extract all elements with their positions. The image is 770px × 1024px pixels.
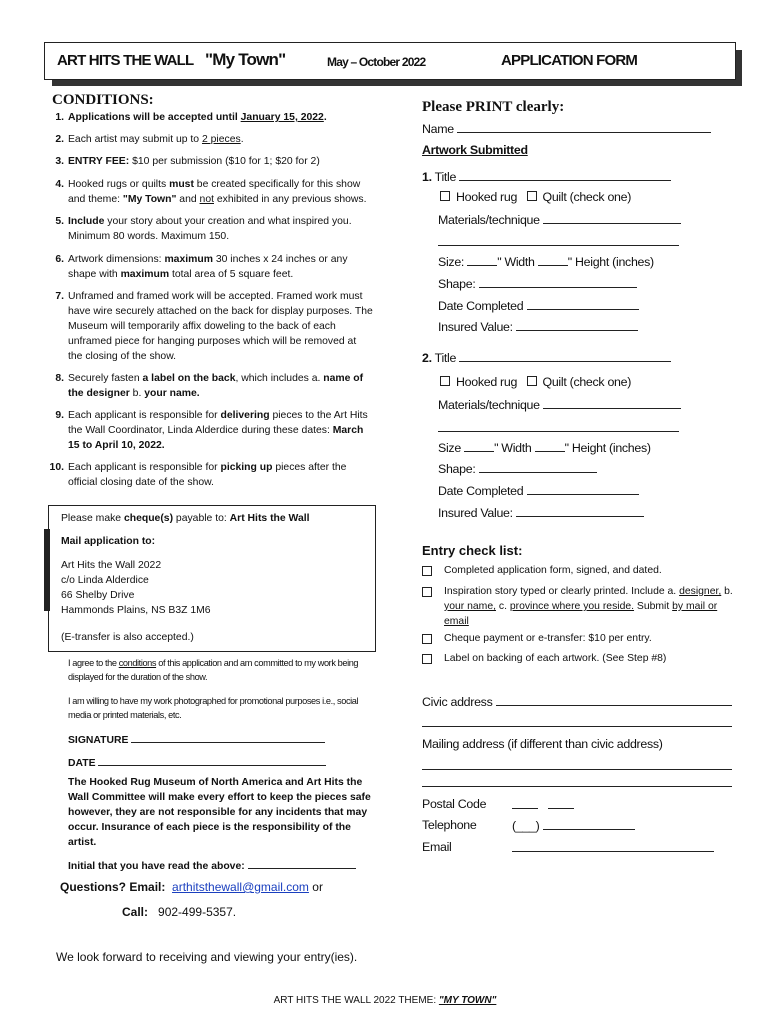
entry2-title-field[interactable]: 2. Title — [422, 350, 671, 365]
postal-code-field-b[interactable] — [548, 808, 574, 809]
mailing-address: Art Hits the Wall 2022 c/o Linda Alderdice 66 Shelby Drive Hammonds Plains, NS B3Z 1M6 — [61, 560, 211, 616]
entry1-materials-field[interactable]: Materials/technique — [438, 212, 681, 227]
questions-line: Questions? Email: arthitsthewall@gmail.com or — [60, 880, 323, 894]
etransfer-note: (E-transfer is also accepted.) — [61, 632, 194, 643]
entry2-size-field[interactable]: Size " Width " Height (inches) — [438, 441, 651, 455]
entry1-size-field[interactable]: Size: " Width " Height (inches) — [438, 255, 654, 269]
checklist-checkbox[interactable] — [422, 566, 432, 576]
entry1-title-field[interactable]: 1. Title — [422, 169, 671, 184]
email-label: Email — [422, 840, 452, 854]
entry1-shape-field[interactable]: Shape: — [438, 276, 637, 291]
mailing-address-line2[interactable] — [422, 786, 732, 787]
telephone-label: Telephone — [422, 818, 477, 832]
entry2-insured-field[interactable]: Insured Value: — [438, 505, 644, 520]
checklist-item: Label on backing of each artwork. (See Step #8) — [444, 653, 667, 664]
quilt-checkbox[interactable]: Quilt (check one) — [527, 375, 632, 389]
agreement-photo: I am willing to have my work photographed for promotional purposes i.e., social media or printed materials, etc. — [68, 696, 359, 720]
checklist-checkbox[interactable] — [422, 654, 432, 664]
closing-text: We look forward to receiving and viewing your entry(ies). — [56, 950, 358, 964]
checklist-checkbox[interactable] — [422, 587, 432, 597]
hooked-rug-checkbox[interactable]: Hooked rug — [440, 190, 517, 204]
quilt-checkbox[interactable]: Quilt (check one) — [527, 190, 632, 204]
entry1-insured-field[interactable]: Insured Value: — [438, 319, 638, 334]
checklist-item: Inspiration story typed or clearly printed. Include a. designer, b. your name, c. province where you reside. Submit by mail or email — [444, 586, 733, 627]
date-field[interactable]: DATE — [68, 754, 326, 769]
hooked-rug-checkbox[interactable]: Hooked rug — [440, 375, 517, 389]
entry2-shape-field[interactable]: Shape: — [438, 461, 597, 476]
entry2-date-field[interactable]: Date Completed — [438, 483, 639, 498]
civic-address-field[interactable]: Civic address — [422, 694, 732, 709]
name-field[interactable]: Name — [422, 121, 711, 136]
checklist-checkbox[interactable] — [422, 634, 432, 644]
postal-code-label: Postal Code — [422, 797, 487, 811]
entry2-materials-field[interactable]: Materials/technique — [438, 397, 681, 412]
checklist-item: Completed application form, signed, and dated. — [444, 565, 662, 576]
call-line: Call: 902-499-5357. — [122, 905, 237, 919]
form-title: APPLICATION FORM — [501, 52, 638, 69]
cheque-line: Please make cheque(s) payable to: Art Hits the Wall — [61, 513, 310, 524]
footer-text: ART HITS THE WALL 2022 THEME: "MY TOWN" — [273, 995, 497, 1006]
event-dates: May – October 2022 — [327, 55, 426, 69]
header-bar — [44, 42, 736, 80]
checklist-item: Cheque payment or e-transfer: $10 per entry. — [444, 633, 652, 644]
entry1-date-field[interactable]: Date Completed — [438, 298, 639, 313]
telephone-field[interactable]: (___) — [512, 818, 635, 833]
entry1-materials-line2[interactable] — [438, 245, 679, 246]
event-title: ART HITS THE WALL — [57, 52, 194, 69]
entry1-type-options — [440, 190, 631, 204]
agreement-conditions: I agree to the conditions of this application and am committed to my work being displayed for the duration of the show. — [68, 658, 359, 682]
mailing-address-label: Mailing address (if different than civic address) — [422, 737, 663, 751]
initial-field[interactable]: Initial that you have read the above: — [68, 857, 356, 872]
entry2-type-options — [440, 375, 631, 389]
email-field[interactable] — [512, 851, 714, 852]
disclaimer-text: The Hooked Rug Museum of North America and Art Hits the Wall Committee will make every effort to keep the pieces safe however, they are not responsible for any incidents that may occur. Insurance of each piece is the responsibility of the artist. — [68, 777, 371, 848]
checklist-heading: Entry check list: — [422, 543, 523, 558]
artwork-heading: Artwork Submitted — [422, 143, 528, 157]
mail-label: Mail application to: — [61, 536, 156, 547]
print-instruction: Please PRINT clearly: — [422, 99, 565, 115]
conditions-heading: CONDITIONS: — [52, 92, 154, 108]
payment-box — [48, 505, 376, 652]
entry2-materials-line2[interactable] — [438, 431, 679, 432]
postal-code-field-a[interactable] — [512, 808, 538, 809]
signature-field[interactable]: SIGNATURE — [68, 731, 325, 746]
mailing-address-line1[interactable] — [422, 769, 732, 770]
email-link[interactable]: arthitsthewall@gmail.com — [172, 880, 309, 894]
civic-address-line2[interactable] — [422, 726, 732, 727]
theme-title: "My Town" — [205, 50, 286, 69]
